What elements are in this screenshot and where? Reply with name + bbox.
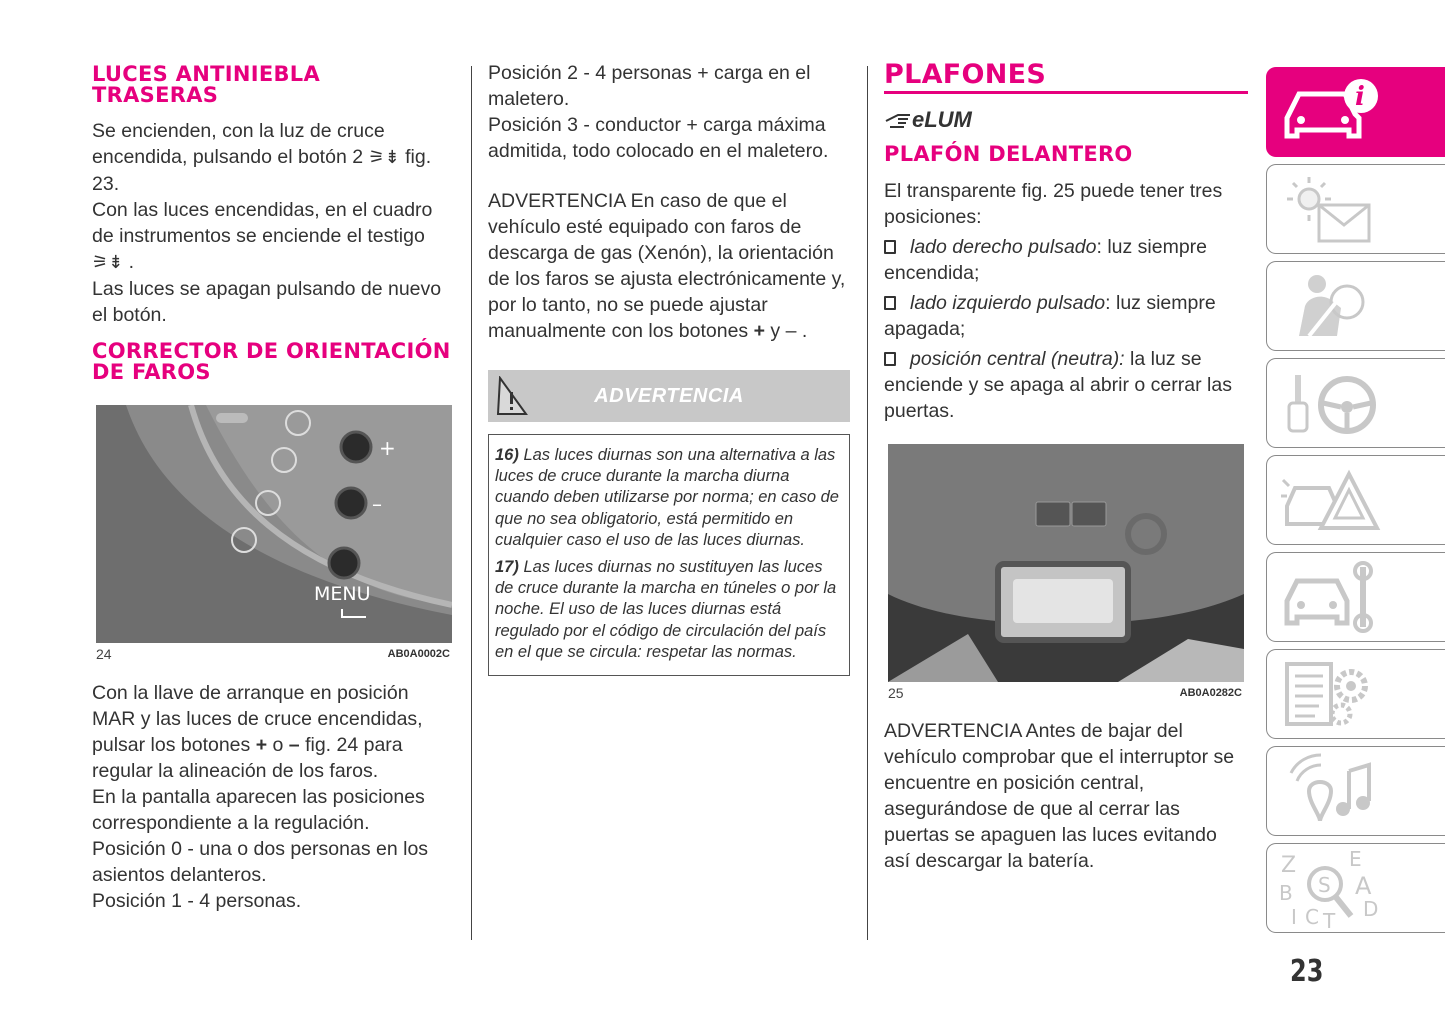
paragraph: ADVERTENCIA En caso de que el vehículo esté equipado con faros de descarga de gas (Xenón), la orientación de los faros se ajusta electrónicamente y, por lo tanto, no se puede ajustar manualmente con los botones + y – . — [488, 190, 846, 342]
svg-text:Z: Z — [1281, 853, 1297, 878]
tab-lights-messages[interactable] — [1266, 164, 1445, 254]
key-steering-icon — [1279, 363, 1389, 443]
hand-pointer-icon — [884, 109, 914, 131]
warning-note-17: 17) Las luces diurnas no sustituyen las luces de cruce durante la marcha en túneles o por la noche. El uso de las luces diurnas está regulado por el código de circulación del país en el que se circula: respetar las normas. — [495, 558, 837, 661]
lights-message-icon — [1279, 169, 1389, 249]
figure-24-caption — [96, 643, 450, 665]
tab-safety[interactable] — [1266, 261, 1445, 351]
paragraph: Con la llave de arranque en posición MAR y las luces de cruce encendidas, pulsar los botones + o – fig. 24 para regular la alineación de los faros. — [92, 682, 423, 782]
checkbox-bullet-icon — [884, 352, 896, 366]
paragraph: Se encienden, con la luz de cruce encendida, pulsando el botón 2 ⚞⇟ fig. 23. — [92, 120, 432, 195]
checkbox-bullet-icon — [884, 240, 896, 254]
column-3 — [884, 60, 1248, 874]
warning-triangle-icon — [494, 376, 528, 416]
column-2 — [488, 60, 850, 676]
warning-title: ADVERTENCIA — [594, 384, 744, 407]
svg-text:i: i — [1355, 82, 1365, 112]
paragraph: Posición 0 - una o dos personas en los asientos delanteros. — [92, 838, 429, 886]
dashboard-buttons-illustration — [96, 405, 452, 643]
heading-headlight-corrector: CORRECTOR DE ORIENTACIÓN DE FAROS — [92, 339, 451, 384]
figure-25-dome-light — [888, 444, 1244, 682]
paragraph: Posición 1 - 4 personas. — [92, 890, 302, 912]
svg-text:C: C — [1305, 905, 1319, 928]
paragraph: Con las luces encendidas, en el cuadro de instrumentos se enciende el testigo ⚞⇟ . — [92, 199, 433, 273]
list-item: posición central (neutra): la luz se enciende y se apaga al abrir o cerrar las puertas. — [884, 348, 1232, 422]
svg-text:I: I — [1291, 905, 1297, 928]
checkbox-bullet-icon — [884, 296, 896, 310]
paragraph: En la pantalla aparecen las posiciones correspondiente a la regulación. — [92, 786, 425, 834]
figure-code: AB0A0282C — [1179, 687, 1242, 699]
dome-light-illustration — [888, 444, 1244, 682]
page-number: 23 — [1290, 954, 1324, 989]
multimedia-icon — [1279, 751, 1389, 831]
tab-multimedia[interactable] — [1266, 746, 1445, 836]
fog-light-icon: ⚞⇟ — [368, 147, 400, 168]
svg-text:S: S — [1318, 873, 1331, 897]
elum-label: eLUM — [912, 107, 972, 132]
fig24-plus-label: + — [379, 436, 396, 460]
technical-data-icon — [1279, 654, 1389, 734]
paragraph: ADVERTENCIA Antes de bajar del vehículo comprobar que el interruptor se encuentre en posición central, asegurándose de que al cerrar las puertas se apaguen las luces evitando así descargar la batería. — [884, 720, 1235, 872]
svg-text:T: T — [1323, 909, 1336, 928]
svg-text:D: D — [1363, 897, 1379, 921]
tab-servicing-care[interactable] — [1266, 552, 1445, 642]
tab-starting-driving[interactable] — [1266, 358, 1445, 448]
emergency-warning-icon — [1279, 460, 1389, 540]
heading-plafones: PLAFONES — [884, 60, 1248, 94]
fig24-minus-label: – — [372, 492, 382, 516]
figure-24-dashboard-buttons — [96, 405, 452, 643]
figure-code: AB0A0002C — [387, 648, 450, 660]
car-maintenance-icon — [1279, 557, 1389, 637]
warning-note-16: 16) Las luces diurnas son una alternativa a las luces de cruce durante la marcha diurna cuando deben utilizarse por norma; en caso de que no sea obligatorio, está permitido en cualquier caso el uso de las luces diurnas. — [495, 446, 839, 549]
column-1 — [92, 60, 452, 914]
index-search-icon — [1279, 848, 1389, 928]
fig24-menu-label: MENU — [314, 583, 371, 605]
elum-badge — [884, 106, 1248, 134]
heading-rear-fog-lights: LUCES ANTINIEBLA TRASERAS — [92, 62, 321, 107]
tab-emergency[interactable] — [1266, 455, 1445, 545]
list-item: lado derecho pulsado: luz siempre encendida; — [884, 236, 1208, 284]
column-divider — [471, 66, 472, 940]
figure-number: 24 — [96, 646, 112, 662]
tab-index[interactable] — [1266, 843, 1445, 933]
paragraph: Posición 3 - conductor + carga máxima admitida, todo colocado en el maletero. — [488, 114, 829, 162]
svg-text:A: A — [1355, 872, 1372, 900]
warning-header — [488, 370, 850, 422]
paragraph: Posición 2 - 4 personas + carga en el maletero. — [488, 62, 811, 110]
airbag-safety-icon — [1279, 266, 1389, 346]
tab-technical-data[interactable] — [1266, 649, 1445, 739]
paragraph: Las luces se apagan pulsando de nuevo el botón. — [92, 278, 442, 326]
figure-number: 25 — [888, 685, 904, 701]
warning-box — [488, 434, 850, 676]
svg-text:E: E — [1349, 848, 1362, 871]
column-divider — [867, 66, 868, 940]
fog-light-icon: ⚞⇟ — [92, 252, 124, 273]
paragraph: El transparente fig. 25 puede tener tres posiciones: — [884, 180, 1223, 228]
car-info-icon — [1279, 72, 1389, 152]
heading-front-dome-light: PLAFÓN DELANTERO — [884, 142, 1133, 166]
svg-text:B: B — [1279, 881, 1293, 905]
tab-getting-to-know-car[interactable] — [1266, 67, 1445, 157]
list-item: lado izquierdo pulsado: luz siempre apagada; — [884, 292, 1216, 340]
figure-25-caption — [888, 682, 1242, 704]
